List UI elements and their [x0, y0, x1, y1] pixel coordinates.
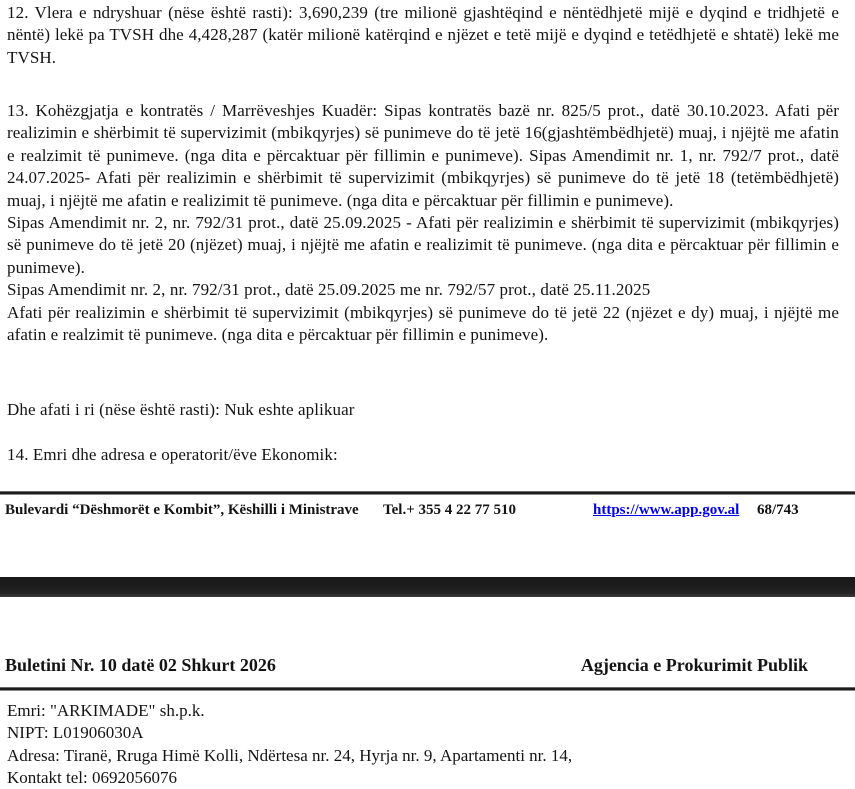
operator-nipt-line: NIPT: L01906030A	[7, 723, 144, 743]
contract-duration-amendment2b-text: Sipas Amendimit nr. 2, nr. 792/31 prot., datë 25.09.2025 me nr. 792/57 prot., datë 25.11.2025	[7, 280, 651, 300]
agency-name-text: Agjencia e Prokurimit Publik	[580, 655, 808, 675]
footer-phone-text: Tel.+ 355 4 22 77 510	[383, 502, 517, 518]
operator-contact-line: Kontakt tel: 0692056076	[7, 767, 177, 787]
footer-page-number: 68/743	[757, 502, 799, 518]
paragraph-economic-operator-heading: 14. Emri dhe adresa e operatorit/ëve Ekonomik:	[7, 445, 338, 464]
page-break-bar	[0, 577, 855, 597]
contract-duration-base-text: 13. Kohëzgjatja e kontratës / Marrëveshjes Kuadër: Sipas kontratës bazë nr. 825/5 prot., datë 30.10.2023. Afati për realizimin e shërbimit të supervizimit (mbikqyrjes) së punimeve do të jetë 16(gjashtëmbëdhjetë) muaj, i njëjtë me afatin e realzimit të punimeve. (nga dita e përcaktuar për fillimin e punimeve). Sipas Amendimit nr. 1, nr. 792/7 prot., datë 24.07.2025- Afati për realizimin e shërbimit të supervizimit (mbikqyrjes) së punimeve do të jetë 18 (tetëmbëdhjetë) muaj, i njëjtë me afatin e realizimit të punimeve. (nga dita e përcaktuar për fillimin e punimeve).	[7, 101, 839, 210]
footer-app-gov-link[interactable]: https://www.app.gov.al	[593, 502, 740, 518]
footer-address-text: Bulevardi “Dëshmorët e Kombit”, Këshilli i Ministrave	[5, 502, 359, 518]
contract-duration-amendment2-text: Sipas Amendimit nr. 2, nr. 792/31 prot., datë 25.09.2025 - Afati për realizimin e shërbimit të supervizimit (mbikqyrjes) së punimeve do të jetë 20 (njëzet) muaj, i njëjtë me afatin e realizimit të punimeve. (nga dita e përcaktuar për fillimin e punimeve).	[7, 213, 839, 277]
paragraph-changed-value: 12. Vlera e ndryshuar (nëse është rasti): 3,690,239 (tre milionë gjashtëqind e nëntëdhjetë mijë e dyqind e tridhjetë e nëntë) lekë pa TVSH dhe 4,428,287 (katër milionë katërqind e njëzet e tetë mijë e dyqind e tetëdhjetë e shtatë) lekë me TVSH.	[7, 3, 839, 67]
operator-address-line: Adresa: Tiranë, Rruga Himë Kolli, Ndërtesa nr. 24, Hyrja nr. 9, Apartamenti nr. 14,	[7, 745, 573, 765]
contract-duration-final-term-text: Afati për realizimin e shërbimit të supervizimit (mbikqyrjes) së punimeve do të jetë 22 (njëzet e dy) muaj, i njëjtë me afatin e realzimit të punimeve. (nga dita e përcaktuar për fillimin e punimeve).	[7, 302, 839, 345]
operator-details-block	[7, 700, 839, 789]
header-divider-line	[0, 687, 855, 691]
footer-divider-line	[0, 491, 855, 495]
next-page-header	[5, 655, 855, 679]
new-deadline-line: Dhe afati i ri (nëse është rasti): Nuk eshte aplikuar	[7, 400, 355, 419]
operator-name-line: Emri: "ARKIMADE" sh.p.k.	[7, 701, 205, 720]
page-footer	[5, 502, 855, 522]
paragraph-contract-duration	[7, 100, 839, 346]
bulletin-title-text: Buletini Nr. 10 datë 02 Shkurt 2026	[5, 655, 276, 675]
